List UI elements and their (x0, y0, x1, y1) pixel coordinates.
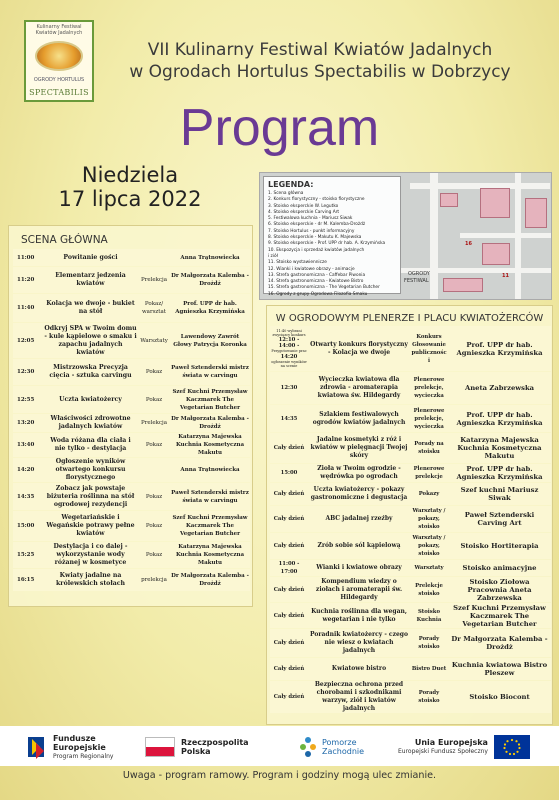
row-time: 13:20 (13, 414, 43, 432)
first-row-note3: ogłoszenie wyników na scenie (271, 359, 307, 368)
row-format: Pokaz/ warsztat (138, 294, 170, 322)
legend-item: 12. Wianki i kwiatowe obrazy - animacje (268, 266, 355, 272)
program-row (270, 533, 551, 559)
row-time: Cały dzień (270, 533, 308, 559)
program-row (13, 386, 250, 413)
row-time: Cały dzień (270, 681, 308, 713)
row-title: Właściwości zdrowotne jadalnych kwiatów (43, 414, 138, 432)
main-stage-panel (8, 225, 253, 607)
row-format: Prelekcja (138, 267, 170, 293)
row-host: Szef Kuchni Przemysław Kaczmarek The Vegetarian Butcher (448, 603, 551, 628)
map-marker-16: 16 (465, 241, 472, 247)
legend-item: 8. Stoisko eksperckie - Makutu K. Majewska (268, 235, 362, 241)
row-host: Anna Trątnowiecka (170, 458, 250, 482)
legend-list (268, 191, 396, 298)
program-row (13, 249, 250, 266)
legend-item: 9. Stoisko eksperckie - Prof. UPP dr hab. A. Krzymińska (268, 241, 386, 247)
row-time: 11:40 (13, 294, 43, 322)
map-label-festiwal: FESTIWAL (404, 278, 429, 284)
legend-item: 7. Stoisko Hortulus - punkt informacyjny (268, 228, 355, 234)
row-title: Zrób sobie sól kąpielową (308, 533, 410, 559)
program-row (270, 433, 551, 463)
row-host: Katarzyna Majewska Kuchnia Kosmetyczna Makutu (170, 433, 250, 457)
plate-icon (35, 41, 83, 71)
program-row (13, 458, 250, 482)
logo-name-line1: OGRODY HORTULUS (33, 76, 85, 83)
pomorze-title: Pomorze Zachodnie (322, 738, 365, 756)
row-host: Paweł Sztenderski mistrz świata w carvingu (170, 359, 250, 385)
disclaimer-note: Uwaga - program ramowy. Program i godziny mogą ulec zmianie. (122, 770, 437, 781)
row-title: Kwiatowe bistro (308, 658, 410, 680)
row-format: Warsztaty / pokazy, stoisko (410, 533, 448, 559)
row-title: Kompendium wiedzy o ziołach i aromaterapii św. Hildegardy (308, 577, 410, 602)
row-time: 11:00 - 17:00 (270, 560, 308, 576)
program-row (270, 577, 551, 602)
program-row (13, 359, 250, 385)
program-row (270, 326, 551, 371)
row-format: Prelekcje stoisko (410, 577, 448, 602)
row-time: 12:30 (13, 359, 43, 385)
row-format: Pokaz (138, 386, 170, 413)
row-host: Dr Małgorzata Kalemba - Drożdż (448, 629, 551, 657)
row-title: Uczta kwiatożercy - pokazy gastronomiczne i degustacja (308, 483, 410, 505)
program-heading: Program (179, 99, 380, 157)
fundusze-star-icon (26, 733, 48, 761)
row-format: Konkurs Głosowanie publiczności (410, 326, 448, 371)
main-stage-heading: SCENA GŁÓWNA (21, 234, 108, 246)
row-title: Wegetariańskie i Wegańskie potrawy pełne kwiatów (43, 511, 138, 541)
garden-table (270, 325, 551, 714)
row-time: 12:55 (13, 386, 43, 413)
legend-item: 3. Stoisko eksperckie W. Legutko (268, 203, 339, 209)
row-title: Destylacja i co dalej - wykorzystanie wody różanej w kosmetyce (43, 542, 138, 568)
row-title: Kwiaty jadalne na królewskich stołach (43, 569, 138, 591)
fundusze-sub: Program Regionalny (53, 752, 114, 760)
ue-logo (398, 730, 530, 764)
row-format: Plenerowe prelekcje, wycieczka (410, 405, 448, 432)
main-stage-table (13, 248, 250, 592)
row-host: Szef Kuchni Przemysław Kaczmarek The Vegetarian Butcher (170, 511, 250, 541)
row-host: Prof. UPP dr hab. Agnieszka Krzymińska (170, 294, 250, 322)
legend-item: 11. Stoisko wystawiennicze (268, 260, 327, 266)
row-time: 15:00 (13, 511, 43, 541)
map-marker-11: 11 (502, 273, 509, 279)
legend-title: LEGENDA: (268, 180, 314, 189)
first-row-note1: 11:40 wybrani zwycięzcy konkurs (272, 328, 306, 338)
program-row (270, 629, 551, 657)
row-host: Prof. UPP dr hab. Agnieszka Krzymińska (448, 464, 551, 482)
ue-text (398, 738, 488, 756)
program-row (270, 483, 551, 505)
program-row (13, 542, 250, 568)
row-time: 11:00 (13, 249, 43, 266)
row-host: Szef Kuchni Przemysław Kaczmarek The Vegetarian Butcher (170, 386, 250, 413)
row-time: Cały dzień (270, 577, 308, 602)
row-title: Bezpieczna ochrona przed chorobami i szkodnikami warzyw, ziół i kwiatów jadalnych (308, 681, 410, 713)
legend-item: 16. Ogrody z grupy Ogrodowa Filozofia Smaku (268, 291, 368, 297)
row-format: Pokaz (138, 483, 170, 510)
program-row (270, 405, 551, 432)
program-row (270, 603, 551, 628)
row-host: Paweł Sztenderski mistrz świata w carvingu (170, 483, 250, 510)
program-row (270, 506, 551, 532)
rp-title: Rzeczpospolita Polska (181, 738, 249, 756)
row-title: Otwarty konkurs florystyczny - Kolacja we dwoje (308, 326, 410, 371)
row-format: Porady stoisko (410, 681, 448, 713)
row-host: Stoisko Ziołowa Pracownia Aneta Zabrzewska (448, 577, 551, 602)
map-legend (263, 176, 401, 297)
row-time: Cały dzień (270, 658, 308, 680)
program-row (13, 483, 250, 510)
first-row-note2: Przygotowanie prac (271, 349, 307, 354)
ue-sub: Europejski Fundusz Społeczny (398, 748, 488, 755)
eu-flag-icon (494, 735, 530, 759)
row-host: Katarzyna Majewska Kuchnia Kosmetyczna Makutu (170, 542, 250, 568)
row-title: Jadalne kosmetyki z róż i kwiatów w pielęgnacji Twojej skóry (308, 433, 410, 463)
row-format: Warsztaty (410, 560, 448, 576)
legend-item: 13. Strefa gastronomiczna - Caffebar Piwonia (268, 272, 366, 278)
row-format: Porady na stoisku (410, 433, 448, 463)
row-time: 15:00 (270, 464, 308, 482)
row-format: Stoisko Kuchnia (410, 603, 448, 628)
legend-item: 15. Strefa gastronomiczna - The Vegetarian Butcher (268, 285, 380, 291)
first-row-time2: 14:20 (280, 353, 298, 360)
legend-item: 6. Stoisko eksperckie - dr M. Kalemba-Drożdż (268, 222, 366, 228)
row-title: Ogłoszenie wyników otwartego konkursu florystycznego (43, 458, 138, 482)
row-time (270, 326, 308, 371)
program-row (270, 560, 551, 576)
program-row (13, 433, 250, 457)
row-time: Cały dzień (270, 483, 308, 505)
row-host: Anna Trątnowiecka (170, 249, 250, 266)
row-host: Stoisko Biocont (448, 681, 551, 713)
map-label-ogrody: OGRODY (408, 271, 430, 277)
row-title: Poradnik kwiatożercy - czego nie wiesz o kwiatach jadalnych (308, 629, 410, 657)
garden-panel (266, 305, 553, 725)
row-format: Plenerowe prelekcje, wycieczka (410, 372, 448, 404)
row-format: Pokaz (138, 511, 170, 541)
row-time: 13:40 (13, 433, 43, 457)
row-time: 12:30 (270, 372, 308, 404)
row-title: Wycieczka kwiatowa dla zdrowia - aromaterapia kwiatowa św. Hildegardy (308, 372, 410, 404)
row-time: Cały dzień (270, 433, 308, 463)
row-title: Odkryj SPA w Twoim domu - kule kąpielowe o smaku i zapachu jadalnych kwiatów (43, 323, 138, 358)
row-title: Elementarz jedzenia kwiatów (43, 267, 138, 293)
row-title: Wianki i kwiatowe obrazy (308, 560, 410, 576)
row-host: Lawendowy Zawrót Głowy Patrycja Koronka (170, 323, 250, 358)
row-time: 14:20 (13, 458, 43, 482)
first-row-time: 12:10 - 14:00 - (278, 337, 300, 350)
row-title: Zobacz jak powstaje biżuteria roślinna na stół ogrodowej rezydencji (43, 483, 138, 510)
program-row (13, 323, 250, 358)
row-host: Aneta Zabrzewska (448, 372, 551, 404)
row-time: Cały dzień (270, 603, 308, 628)
row-format: Bistro Duet (410, 658, 448, 680)
row-title: Kuchnia roślinna dla wegan, wegetarian i nie tylko (308, 603, 410, 628)
row-format: Pokaz (138, 433, 170, 457)
row-time: Cały dzień (270, 629, 308, 657)
row-title: Szlakiem festiwalowych ogrodów kwiatów jadalnych (308, 405, 410, 432)
row-format: Warsztaty / pokazy, stoisko (410, 506, 448, 532)
ue-title: Unia Europejska (414, 738, 488, 747)
row-title: Mistrzowska Precyzja cięcia - sztuka carvingu (43, 359, 138, 385)
row-host: Dr Małgorzata Kalemba - Drożdż (170, 569, 250, 591)
program-row (270, 464, 551, 482)
row-title: Kolacja we dwoje - bukiet na stół (43, 294, 138, 322)
rp-logo (145, 730, 251, 764)
program-row (270, 681, 551, 713)
row-title: Zioła w Twoim ogrodzie - wędrówka po ogrodach (308, 464, 410, 482)
row-format: Pokazy (410, 483, 448, 505)
row-time: 14:35 (270, 405, 308, 432)
garden-heading: W OGRODOWYM PLENERZE I PLACU KWIATOŻERCÓW (275, 313, 544, 324)
logo-top-text: Kulinarny Festiwal Kwiatów Jadalnych (35, 24, 83, 36)
row-title: Powitanie gości (43, 249, 138, 266)
legend-item: i ziół (268, 253, 278, 259)
row-title: Uczta kwiatożercy (43, 386, 138, 413)
row-format: Porady stoisko (410, 629, 448, 657)
row-format: Pokaz (138, 542, 170, 568)
row-time: 12:05 (13, 323, 43, 358)
row-title: Woda różana dla ciała i nie tylko - destylacja (43, 433, 138, 457)
fundusze-text (53, 734, 115, 761)
program-row (13, 414, 250, 432)
row-host: Dr Małgorzata Kalemba - Drożdż (170, 267, 250, 293)
legend-item: 2. Konkurs florystyczny - stoisko florystyczne (268, 197, 365, 203)
program-row (13, 294, 250, 322)
row-host: Stoisko animacyjne (448, 560, 551, 576)
festival-title-line2: w Ogrodach Hortulus Spectabilis w Dobrzycy (129, 62, 511, 82)
row-host: Kuchnia kwiatowa Bistro Pleszew (448, 658, 551, 680)
row-format: Warsztaty (138, 323, 170, 358)
pomorze-logo (298, 730, 372, 764)
row-format: Prelekcja (138, 414, 170, 432)
row-time: 15:25 (13, 542, 43, 568)
row-time: 14:35 (13, 483, 43, 510)
legend-item: 10. Ekspozycja i sprzedaż kwiatów jadalnych (268, 247, 365, 253)
program-row (13, 569, 250, 591)
day-label: Niedziela (81, 163, 179, 187)
legend-item: 1. Scena główna (268, 191, 304, 196)
pomorze-icon (298, 734, 318, 760)
row-time: 11:20 (13, 267, 43, 293)
fundusze-title: Fundusze Europejskie (53, 733, 106, 752)
row-format: Pokaz (138, 359, 170, 385)
legend-item: 14. Strefa gastronomiczna - Kwiatowe Bistro (268, 279, 364, 285)
row-host: Paweł Sztenderski Carving Art (448, 506, 551, 532)
row-title: ABC jadalnej rzeźby (308, 506, 410, 532)
row-format (138, 249, 170, 266)
row-format: Plenerowe prelekcje (410, 464, 448, 482)
row-format (138, 458, 170, 482)
program-row (270, 658, 551, 680)
row-host: Dr Małgorzata Kalemba - Drożdż (171, 416, 249, 430)
festival-logo (24, 20, 94, 102)
festival-title-line1: VII Kulinarny Festiwal Kwiatów Jadalnych (147, 40, 493, 60)
date-label: 17 lipca 2022 (58, 187, 202, 211)
program-row (13, 267, 250, 293)
legend-item: 5. Festiwalowa kuchnia - Mariusz Siwak (268, 216, 353, 222)
row-host: Katarzyna Majewska Kuchnia Kosmetyczna Makutu (448, 433, 551, 463)
row-time: 16:15 (13, 569, 43, 591)
fundusze-logo (26, 730, 115, 764)
row-time: Cały dzień (270, 506, 308, 532)
program-row (13, 511, 250, 541)
program-row (270, 372, 551, 404)
row-host: Szef kuchni Mariusz Siwak (448, 483, 551, 505)
poland-flag-icon (145, 737, 175, 757)
row-format: prelekcja (138, 569, 170, 591)
row-host: Stoisko Hortiterapia (448, 533, 551, 559)
logo-name-line2: SPECTABILIS (29, 87, 89, 97)
row-host: Prof. UPP dr hab. Agnieszka Krzymińska (448, 326, 551, 371)
legend-item: 4. Stoisko eksperckie Carving Art (268, 209, 340, 215)
row-host: Prof. UPP dr hab. Agnieszka Krzymińska (448, 405, 551, 432)
